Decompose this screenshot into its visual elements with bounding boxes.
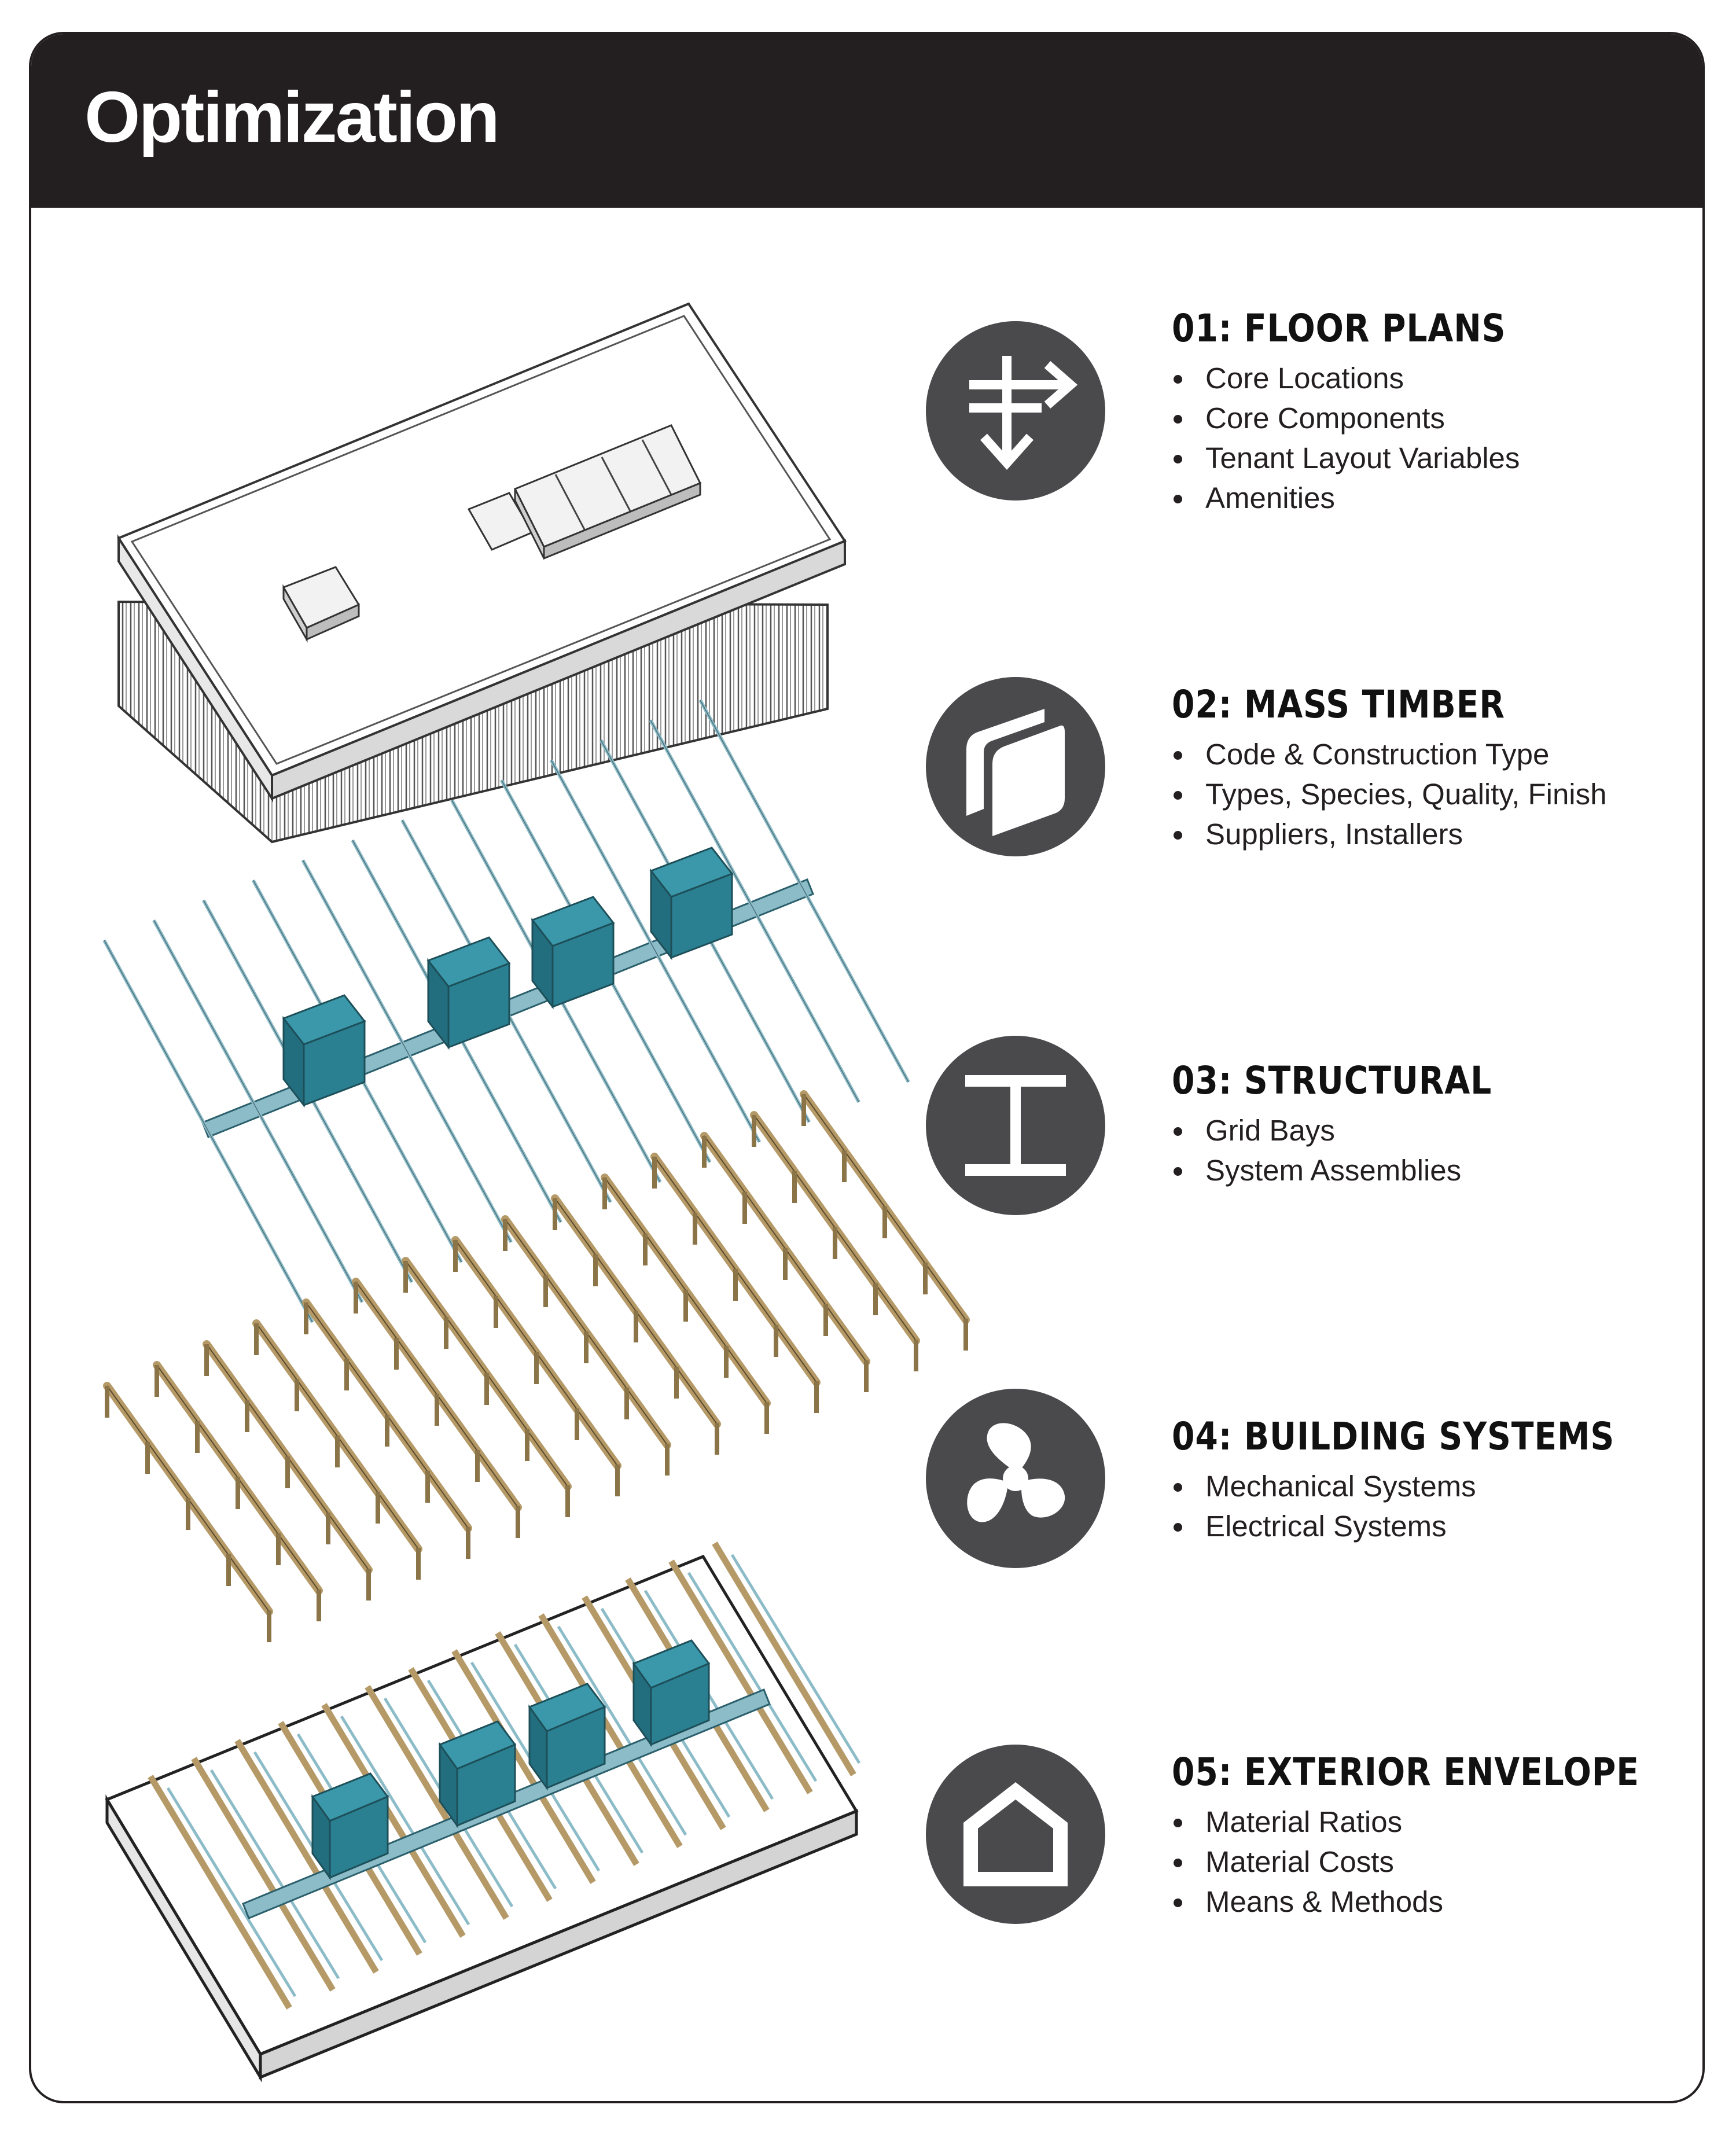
section-title: 02: MASS TIMBER (1172, 682, 1505, 727)
bullet-list (1172, 358, 1560, 518)
list-item: Core Components (1172, 398, 1560, 438)
page-title: Optimization (84, 78, 498, 157)
arrows-icon (926, 321, 1105, 501)
panels-icon (926, 677, 1105, 856)
list-item: Tenant Layout Variables (1172, 438, 1560, 478)
list-item: Types, Species, Quality, Finish (1172, 774, 1607, 814)
i-beam-icon (926, 1036, 1105, 1215)
section-mass-timber (1172, 682, 1607, 854)
section-exterior-envelope (1172, 1750, 1715, 1922)
house-icon (926, 1745, 1105, 1924)
section-title: 05: EXTERIOR ENVELOPE (1172, 1750, 1639, 1794)
section-title: 04: BUILDING SYSTEMS (1172, 1414, 1615, 1459)
list-item: Material Costs (1172, 1842, 1715, 1882)
list-item: Core Locations (1172, 358, 1560, 398)
duct-branch-outline (154, 920, 362, 1302)
list-item: Material Ratios (1172, 1802, 1715, 1842)
list-item: Grid Bays (1172, 1110, 1544, 1150)
list-item: Mechanical Systems (1172, 1466, 1687, 1506)
list-item: System Assemblies (1172, 1150, 1544, 1190)
floor-plate-layer (119, 304, 845, 842)
bullet-list (1172, 1802, 1715, 1922)
list-item: Suppliers, Installers (1172, 814, 1607, 854)
assembled-floor-layer (107, 1543, 859, 2077)
list-item: Code & Construction Type (1172, 734, 1607, 774)
section-title: 01: FLOOR PLANS (1172, 306, 1506, 351)
section-floor-plans (1172, 306, 1560, 518)
bullet-list (1172, 734, 1607, 854)
fan-icon (926, 1389, 1105, 1568)
bullet-list (1172, 1466, 1687, 1546)
duct-branch-outline (104, 940, 312, 1322)
list-item: Means & Methods (1172, 1882, 1715, 1922)
section-building-systems (1172, 1414, 1687, 1546)
list-item: Amenities (1172, 478, 1560, 518)
section-structural (1172, 1058, 1544, 1190)
bullet-list (1172, 1110, 1544, 1190)
list-item: Electrical Systems (1172, 1506, 1687, 1546)
section-title: 03: STRUCTURAL (1172, 1058, 1492, 1103)
